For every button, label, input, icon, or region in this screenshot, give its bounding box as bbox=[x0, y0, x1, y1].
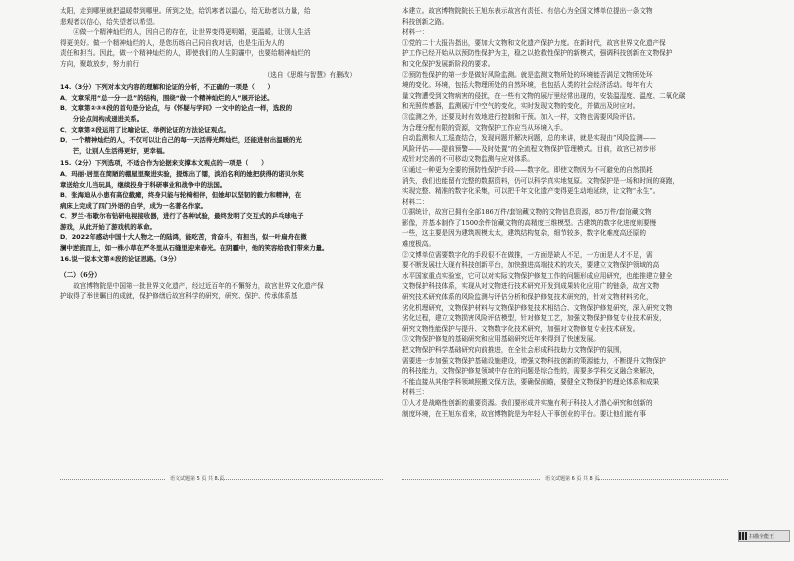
material-2-line: 文物保护科技体系，实现从对文物进行技术研究开发到成果转化应用广的链条，故宫文物 bbox=[402, 282, 660, 291]
section-2-text: 故宫博物院是中国第一批世界文化遗产，经过近百年的不懈努力，故宫世界文化遗产保 bbox=[73, 281, 324, 290]
q15-option-c: C．罗兰·布歇尔布钻研电视接收器，进行了各种试验，最终发明了交互式的乒乓球电子 bbox=[60, 212, 304, 221]
q14-option-d-cont: 芒，让别人生活得更好，更幸福。 bbox=[72, 146, 169, 155]
text-line: 悲观者以信心，给失望者以希望。 bbox=[60, 17, 159, 26]
question-15-stem: 15.（2分）下列选项，不适合作为论据来支撑本文观点的一项是（ ） bbox=[60, 159, 268, 168]
footer-divider bbox=[402, 479, 540, 480]
material-1-line: 消失，我们也能留有完整的数据资料，仍可以科学真实地复原。文物保护是一场和时间的赛跑， bbox=[402, 176, 679, 185]
material-1-line: 风险评估——提前预警——及时处置”的全流程文物保护管理模式。目前，故宫已初步形 bbox=[402, 144, 656, 153]
material-1-line: 护工作已经开始从以预防性保护为主，稳之以抢救性保护的新模式，强调科技创新在文物保护 bbox=[402, 49, 673, 58]
q15-option-d-cont: 澜中逆流而上，如一株小草在严冬里从石缝里迎来春光。在阴霾中，他的笑容给我们带来力量。 bbox=[60, 244, 329, 253]
q14-option-a: A．文章采用“总一分一总”的结构，围绕“做一个精神灿烂的人”展开论述。 bbox=[60, 93, 274, 102]
page-number-right: 语文试题第 6 页 共 8 页 bbox=[545, 476, 600, 482]
material-1-line: 自动监测和人工巡查结合，发现问题并解决问题，总的来讲，就是实现由“风险监测—— bbox=[402, 134, 656, 143]
material-2-line: 难度极高。 bbox=[402, 240, 435, 249]
material-2-heading: 材料二： bbox=[402, 197, 429, 206]
q14-option-b-cont: 分论点间构成递进关系。 bbox=[72, 114, 144, 123]
q14-option-c: C．文章第②段运用了比喻论证、举例论证的方法论证观点。 bbox=[60, 125, 230, 134]
q15-option-b: B．张海迪从小患有高位截瘫，终身只能与轮椅相伴，但她却以坚韧的毅力和精神，在 bbox=[60, 191, 302, 200]
paragraph-4-line: ④做一个精神灿烂的人，因自己的存在，让世界变得更明媚，更温暖，让别人生活 bbox=[73, 28, 311, 37]
material-2-line: 劣化过程，建立文物损害风险评估模型，针对修复工艺，加强文物保护修复专业技术研发， bbox=[402, 314, 666, 323]
question-14-stem: 14.（3分）下列对本文内容的理解和论证的分析，不正确的一项是（ ） bbox=[60, 83, 274, 92]
q15-option-d: D．2022年感动中国十大人物之一的陆鸿，能吃苦，肯奋斗，有担当，似一叶扁舟在微 bbox=[60, 233, 307, 242]
material-2-line: 水平国家重点实验室，它可以对实际文物保护修复工作的问题形成应用研究，也能推建立健全 bbox=[402, 271, 673, 280]
page-number-left: 语文试题第 5 页 共 8 页 bbox=[170, 476, 225, 482]
left-page-column bbox=[60, 6, 382, 302]
material-2-line: 需要进一步加强文物保护基础设施建设，增强文物科技创新的策源能力，不断提升文物保护 bbox=[402, 356, 666, 365]
scanner-watermark-badge bbox=[738, 530, 790, 542]
material-2-line: 把文物保护科学基础研究向前推进，在全社会形成科技助力文物保护的氛围， bbox=[402, 346, 627, 354]
footer-divider bbox=[60, 479, 165, 480]
intro-line: 科技创新之路。 bbox=[402, 17, 449, 26]
material-1-line: 量文物遭受到文物病害的侵扰，在一些有文物的展厅里经常出现的，安装温湿度、温度、二氧化碳 bbox=[402, 91, 686, 100]
source-citation: （选自《思维与智慧》有删改） bbox=[263, 70, 356, 79]
qr-code-icon bbox=[739, 532, 747, 540]
material-1-line: 成针对完善的不可移动文物监测与应对体系。 bbox=[402, 155, 534, 164]
material-2-line: 不能直接从其他学科领域照搬文保方法，要确保前瞻，要健全文物保护的理论体系和成果 bbox=[402, 377, 660, 386]
footer-divider bbox=[598, 479, 728, 480]
material-2-line: 研究文物性能保护与提升、文物数字化技术研究，加强对文物修复专业技术研发。 bbox=[402, 324, 640, 333]
material-2-line: 要不断发展壮大现有科技创新平台，加快推进高端技术的攻关，要建立文物保护领域的高 bbox=[402, 261, 660, 270]
q15-option-a: A．玛丽·居里在简陋的棚屋里聚进实验，提炼出了镭，淡泊名利的她把获得的诺贝尔奖 bbox=[60, 169, 304, 178]
section-2-text: 护取得了举世瞩目的成就，保护修缮后故宫科学的研究，研究、保护、传承体系基 bbox=[60, 292, 298, 301]
q15-option-a-cont: 章送给女儿当玩具，继续投身于科研事业和战争中的法国。 bbox=[60, 180, 227, 189]
material-2-line: 劣化机理研究，文物保护材料与文物保护修复技术相结合、文物保护修复研究，深入研究文物 bbox=[402, 303, 673, 312]
q14-option-d: D．一个精神灿烂的人，不仅可以让自己的每一天活得光辉灿烂，还能进射出温暖的光 bbox=[60, 136, 302, 145]
question-16-stem: 16.说一说本文第④段的论证思路。（3分） bbox=[60, 254, 181, 263]
scanner-watermark-label: 扫描全能王 bbox=[749, 533, 775, 540]
material-1-line: 和文化保护发展新阶段的要求。 bbox=[402, 59, 495, 68]
material-2-line: 的科技能力，文物保护修复领域中存在的问题是综合性的，需要多学科交叉融合来解决， bbox=[402, 367, 660, 376]
q15-option-c-cont: 游戏，从此开始了游戏机的革命。 bbox=[60, 222, 156, 231]
material-3-line: ①人才是战略性创新的重要资源。我们要形成并实施有利于科技人才潜心研究和创新的 bbox=[402, 398, 653, 407]
material-1-line: 为合理分配有限的资源，文物保护工作应当从环境入手。 bbox=[402, 123, 567, 132]
paragraph-4-line: 责任和担当。因此，做一个精神灿烂的人，即使我们的人生阴霾中，也要给精神灿烂的 bbox=[60, 49, 311, 58]
material-2-line: ③文物保护修复的基础研究和应用基础研究近年来得到了快速发展。 bbox=[402, 335, 600, 344]
material-2-line: ①据统计，故宫已拥有全部186万件/套馆藏文物的文物信息资源，85万件/套馆藏文物 bbox=[402, 208, 652, 217]
material-1-line: ①党的二十大报告指出，要加大文物和文化遗产保护力度。在新时代，故宫世界文化遗产保 bbox=[402, 38, 666, 47]
material-2-line: 一些，这主要是因为建筑规模太太，建筑结构复杂，细节较多，数字化难度高还原的 bbox=[402, 229, 646, 238]
material-3-heading: 材料三： bbox=[402, 388, 429, 397]
material-2-line: 研究技术研究体系的风险监测与评估分析和保护修复技术研究的，针对文物材料劣化， bbox=[402, 293, 653, 302]
material-1-line: 和光照传感器，监测展厅中空气的变化，实时发现文物的变化，并做出及时应对。 bbox=[402, 102, 640, 111]
material-1-line: ③监测之外，还要及时有效地进行控制和干预。加入一样，文物也需要风险评估。 bbox=[402, 112, 640, 121]
material-1-line: 境的变化。环境，包括大物理所处的自然环境，也包括人类的社会经济活动。每年有大 bbox=[402, 81, 653, 90]
section-2-heading: （二）（6分） bbox=[60, 271, 101, 280]
material-1-line: ②预防性保护的第一步是做好风险监测。就是监测文物所处的环境能否满足文物所处环 bbox=[402, 70, 653, 79]
q15-option-b-cont: 病床上完成了四门外语的自学，成为一名著名作家。 bbox=[60, 201, 207, 210]
material-1-line: 实现完整、精准的数字化采集，可以把千年文化遗产变得更生动地延续，让文物“永生”。 bbox=[402, 187, 660, 196]
material-1-line: ④通过一种更为全要的预防性保护手段——数字化。即使文物因为不可避免的自然损耗 bbox=[402, 165, 653, 174]
paragraph-4-line: 方向，聚敢放步，努力前行 bbox=[60, 59, 140, 68]
intro-line: 本建立。故宫博物院院长王旭东表示故宫有责任、有信心为全国文博单位提出一条文物 bbox=[402, 7, 653, 15]
material-2-line: ②文博单位需要数字化的手段很不在做推，一方面是缺人不足，一方面是人才不足，需 bbox=[402, 250, 653, 259]
material-2-line: 影像，并基本制作了1500余件馆藏文物的高精度三维模型。古建筑的数字化进度则要慢 bbox=[402, 218, 657, 227]
q14-option-b: B．文章第②③④段的首句是分论点，与《怀疑与学问》一文中的论点一样，选段的 bbox=[60, 104, 292, 113]
material-3-line: 制度环境，在王旭东看来，故宫博物院是为年轻人干事创业的平台。要让他们能有事 bbox=[402, 409, 646, 418]
footer-divider bbox=[218, 479, 383, 480]
right-page-column bbox=[402, 6, 728, 419]
text-line: 太阳，走到哪里就把温暖带到哪里。所到之处，给饥寒者以温心，给无助者以力量，给 bbox=[60, 7, 311, 15]
material-1-heading: 材料一： bbox=[402, 28, 429, 37]
paragraph-4-line: 得更美好。做一个精神灿烂的人，是您历练自己同自我对话，也是生而为人的 bbox=[60, 38, 285, 47]
